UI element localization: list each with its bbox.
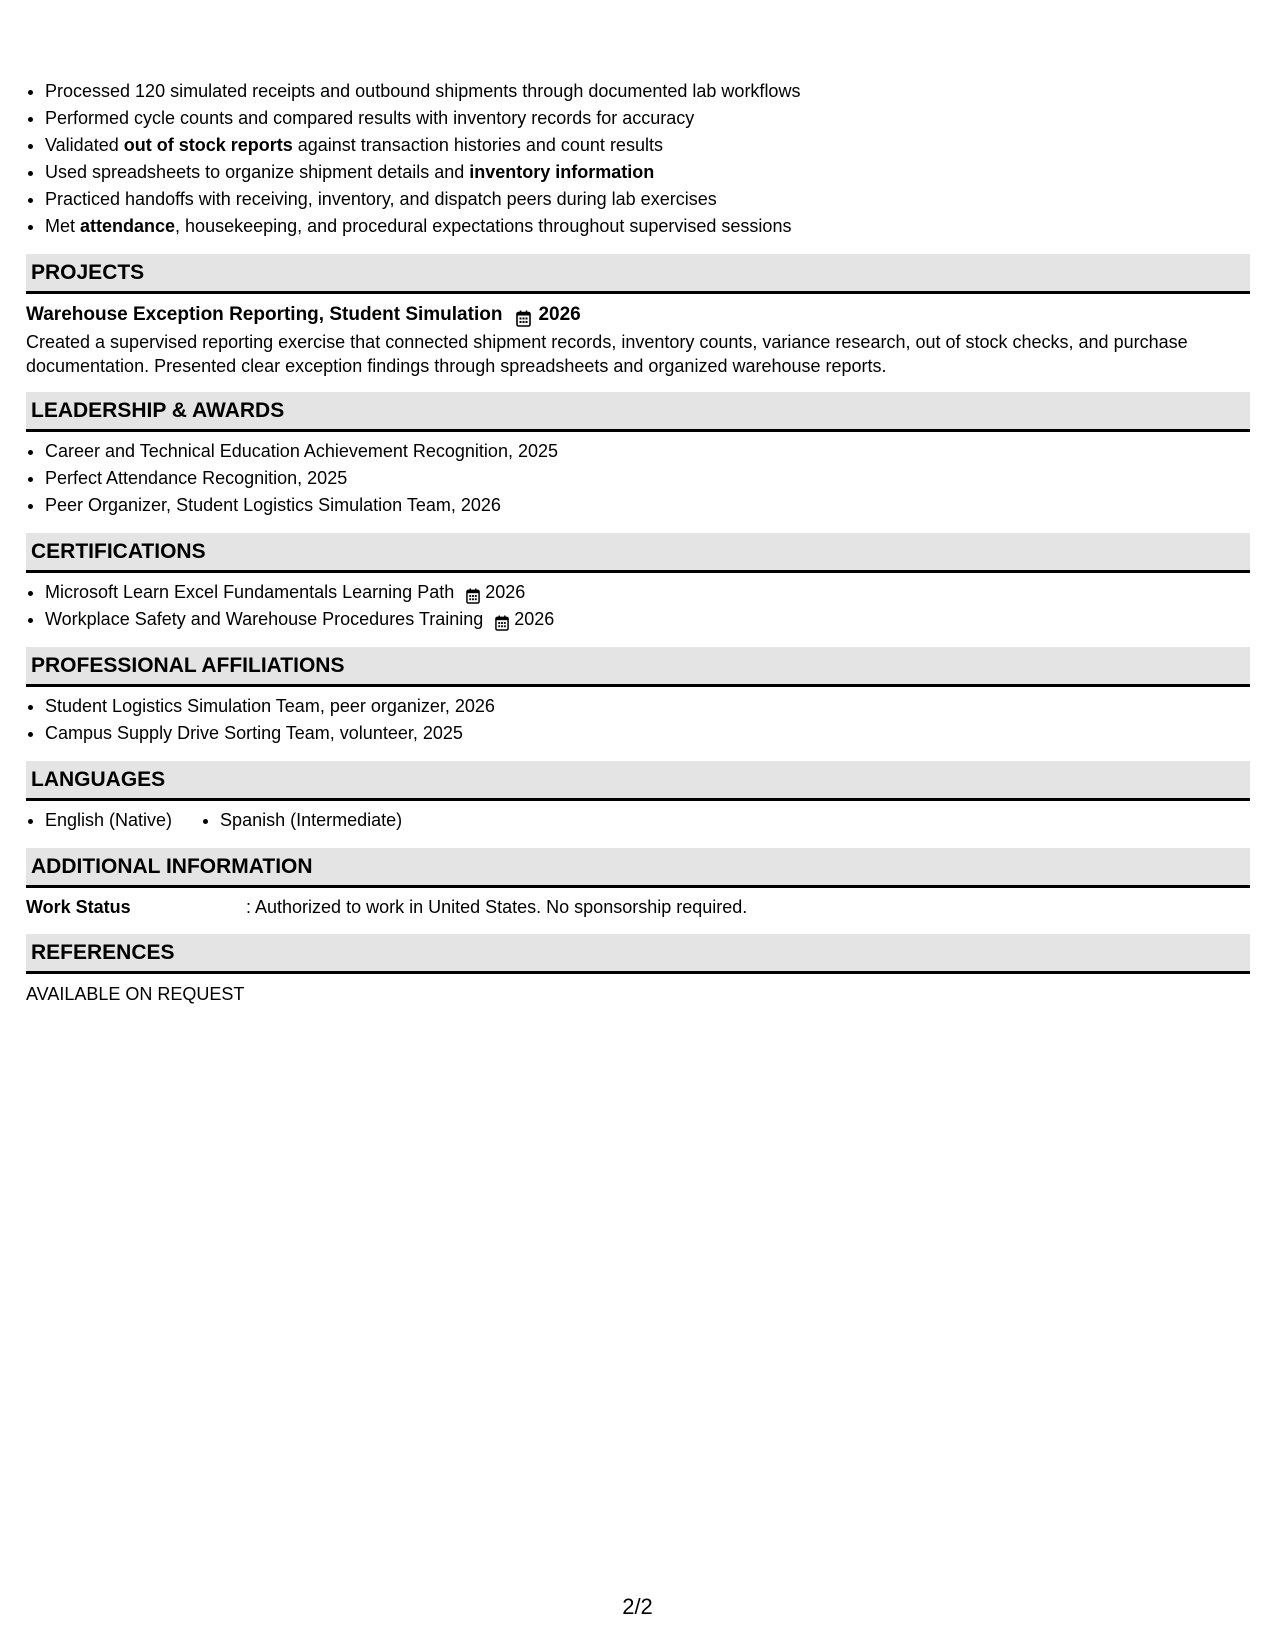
text-span: , housekeeping, and procedural expectations throughout supervised sessions: [175, 216, 792, 236]
bold-text: attendance: [80, 216, 176, 236]
language-item: • English (Native): [45, 807, 172, 834]
references-heading: REFERENCES: [26, 934, 1250, 974]
work-status-label: Work Status: [26, 897, 131, 917]
work-status-row: [26, 894, 1250, 920]
certification-name: • Workplace Safety and Warehouse Procedures Training: [45, 609, 484, 629]
projects-heading: PROJECTS: [26, 254, 1250, 294]
text-span: against transaction histories and count results: [292, 135, 663, 155]
experience-bullet-list: [26, 78, 1250, 240]
certification-name: • Microsoft Learn Excel Fundamentals Learning Path: [45, 582, 455, 602]
affiliations-list: [26, 693, 1250, 747]
calendar-icon: [516, 307, 531, 324]
experience-bullet: [45, 78, 1250, 105]
text-span: Met: [45, 216, 81, 236]
experience-bullet: [45, 159, 1250, 186]
certification-year: 2026: [514, 609, 555, 629]
list-item: [45, 579, 1250, 606]
calendar-icon: [495, 612, 509, 628]
experience-bullet: [45, 213, 1250, 240]
page-number: 2/2: [622, 1594, 653, 1619]
additional-info-heading: ADDITIONAL INFORMATION: [26, 848, 1250, 888]
references-text: AVAILABLE ON REQUEST: [26, 984, 245, 1004]
list-item: • Campus Supply Drive Sorting Team, volunteer, 2025: [45, 720, 1250, 747]
language-item: • Spanish (Intermediate): [220, 807, 402, 834]
list-item: • Student Logistics Simulation Team, peer organizer, 2026: [45, 693, 1250, 720]
languages-heading: LANGUAGES: [26, 761, 1250, 801]
bold-text: inventory information: [469, 162, 655, 182]
languages-list: [26, 807, 1250, 834]
leadership-list: [26, 438, 1250, 519]
list-item: • Perfect Attendance Recognition, 2025: [45, 465, 1250, 492]
project-title: Warehouse Exception Reporting, Student Simulation: [26, 304, 503, 325]
calendar-icon: [466, 585, 480, 601]
text-span: Practiced handoffs with receiving, inventory, and dispatch peers during lab exercises: [45, 189, 717, 209]
project-year: 2026: [538, 304, 581, 325]
resume-page: [26, 78, 1250, 1008]
experience-bullet: [45, 186, 1250, 213]
text-span: Used spreadsheets to organize shipment details and: [45, 162, 470, 182]
certifications-heading: CERTIFICATIONS: [26, 533, 1250, 573]
experience-bullet: [45, 132, 1250, 159]
list-item: • Peer Organizer, Student Logistics Simulation Team, 2026: [45, 492, 1250, 519]
certification-year: 2026: [485, 582, 526, 602]
project-description: Created a supervised reporting exercise that connected shipment records, inventory counts, variance research, out of stock checks, and purchase documentation. Presented clear exception findings through spreadsheets and organized warehouse reports.: [26, 332, 1188, 376]
affiliations-heading: PROFESSIONAL AFFILIATIONS: [26, 647, 1250, 687]
text-span: Validated: [45, 135, 124, 155]
list-item: [45, 606, 1250, 633]
text-span: Performed cycle counts and compared results with inventory records for accuracy: [45, 108, 695, 128]
bold-text: out of stock reports: [123, 135, 293, 155]
list-item: • Career and Technical Education Achievement Recognition, 2025: [45, 438, 1250, 465]
text-span: Processed 120 simulated receipts and outbound shipments through documented lab workflows: [45, 81, 801, 101]
work-status-value: : Authorized to work in United States. No sponsorship required.: [246, 897, 748, 917]
experience-bullet: [45, 105, 1250, 132]
project-title-row: [26, 300, 1250, 330]
certifications-list: [26, 579, 1250, 633]
leadership-heading: LEADERSHIP & AWARDS: [26, 392, 1250, 432]
